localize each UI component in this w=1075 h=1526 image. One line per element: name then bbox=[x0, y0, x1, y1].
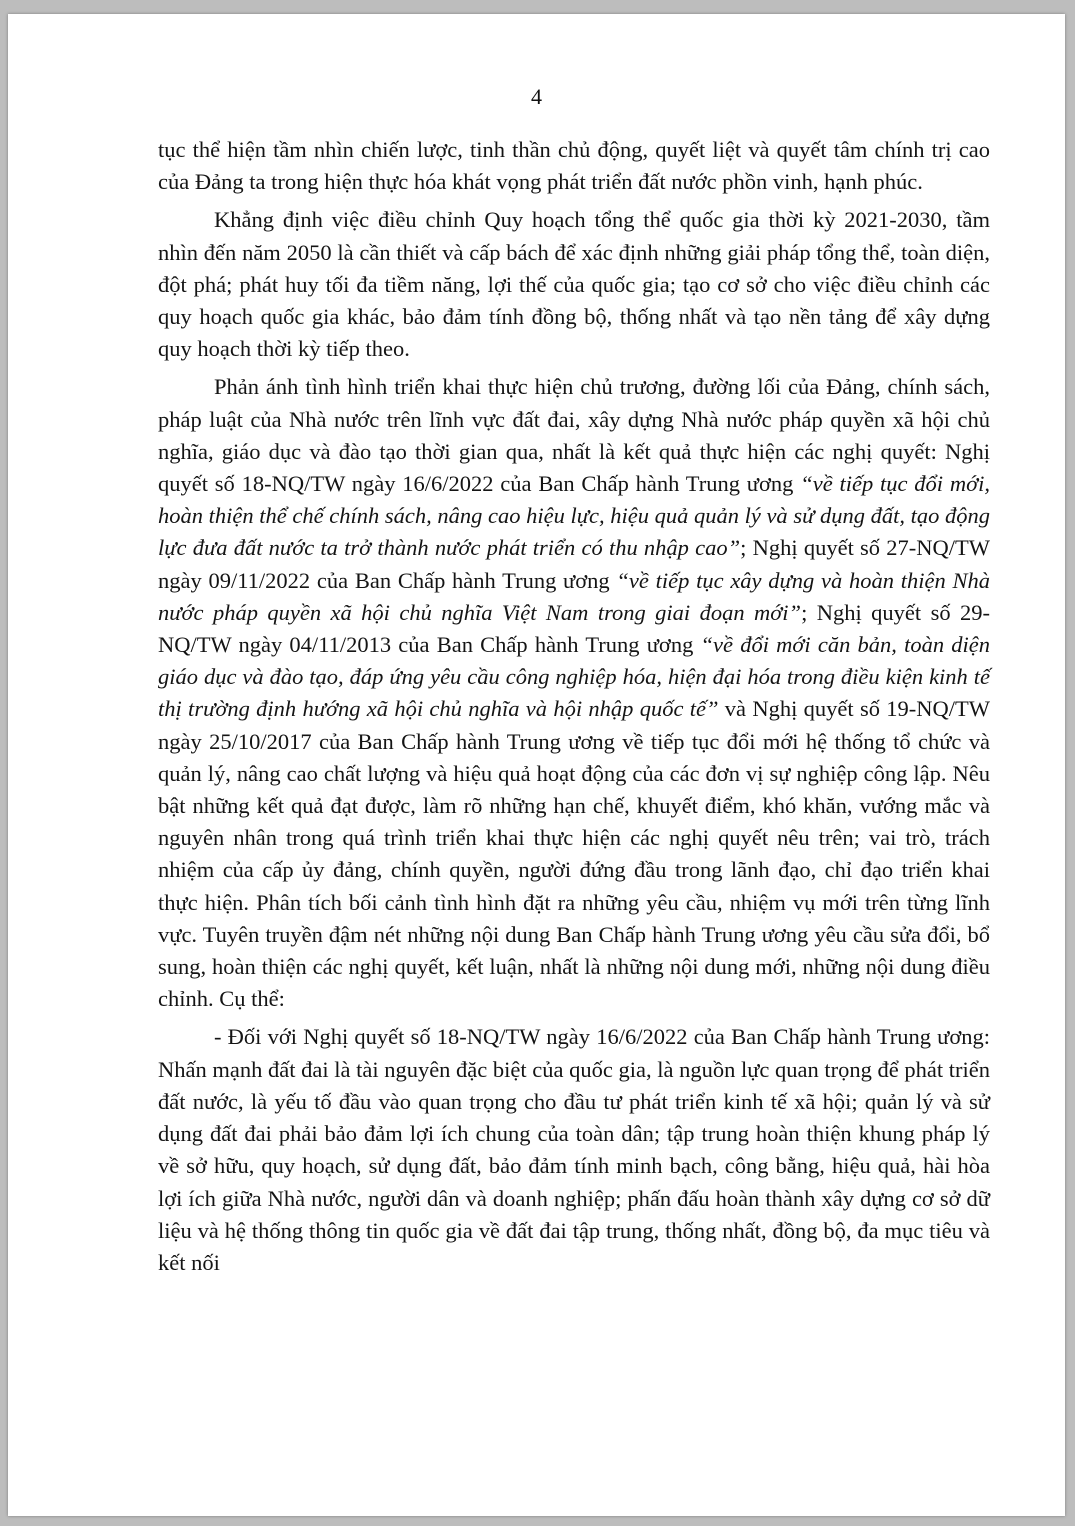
paragraph-3-text-4: và Nghị quyết số 19-NQ/TW ngày 25/10/2017 của Ban Chấp hành Trung ương về tiếp tục đổi mới hệ thống tổ chức và quản lý, nâng cao chất lượng và hiệu quả hoạt động của các đơn vị sự nghiệp công lập. Nêu bật những kết quả đạt được, làm rõ những hạn chế, khuyết điểm, khó khăn, vướng mắc và nguyên nhân trong quá trình triển khai thực hiện các nghị quyết nêu trên; vai trò, trách nhiệm của cấp ủy đảng, chính quyền, người đứng đầu trong lãnh đạo, chỉ đạo triển khai thực hiện. Phân tích bối cảnh tình hình đặt ra những yêu cầu, nhiệm vụ mới trên từng lĩnh vực. Tuyên truyền đậm nét những nội dung Ban Chấp hành Trung ương yêu cầu sửa đổi, bổ sung, hoàn thiện các nghị quyết, kết luận, nhất là những nội dung mới, những nội dung điều chỉnh. Cụ thể: bbox=[158, 696, 991, 1012]
paragraph-3-text-1: Phản ánh tình hình triển khai thực hiện chủ trương, đường lối của Đảng, chính sách, pháp luật của Nhà nước trên lĩnh vực đất đai, xây dựng Nhà nước pháp quyền xã hội chủ nghĩa, giáo dục và đào tạo thời gian qua, nhất là kết quả thực hiện các nghị quyết: Nghị quyết số 18-NQ/TW ngày 16/6/2022 của Ban Chấp hành Trung ương bbox=[158, 374, 990, 497]
document-page bbox=[8, 14, 1065, 1516]
paragraph-3-quote-3: “về đổi mới căn bản, toàn diện giáo dục và đào tạo, đáp ứng yêu cầu công nghiệp hóa, hiện đại hóa trong điều kiện kinh tế thị trường định hướng xã hội chủ nghĩa và hội nhập quốc tế” bbox=[158, 632, 990, 722]
paragraph-3 bbox=[158, 371, 990, 1015]
paragraph-1: tục thể hiện tầm nhìn chiến lược, tinh thần chủ động, quyết liệt và quyết tâm chính trị cao của Đảng ta trong hiện thực hóa khát vọng phát triển đất nước phồn vinh, hạnh phúc. bbox=[158, 137, 990, 195]
paragraph-2: Khẳng định việc điều chỉnh Quy hoạch tổng thể quốc gia thời kỳ 2021-2030, tầm nhìn đến năm 2050 là cần thiết và cấp bách để xác định những giải pháp tổng thể, toàn diện, đột phá; phát huy tối đa tiềm năng, lợi thế của quốc gia; tạo cơ sở cho việc điều chỉnh các quy hoạch quốc gia khác, bảo đảm tính đồng bộ, thống nhất và tạo nền tảng để xây dựng quy hoạch thời kỳ tiếp theo. bbox=[158, 207, 990, 362]
page-number: 4 bbox=[531, 84, 542, 109]
paragraph-3-quote-2: “về tiếp tục xây dựng và hoàn thiện Nhà nước pháp quyền xã hội chủ nghĩa Việt Nam trong giai đoạn mới” bbox=[158, 567, 990, 625]
document-body bbox=[158, 134, 990, 1285]
paragraph-4: - Đối với Nghị quyết số 18-NQ/TW ngày 16/6/2022 của Ban Chấp hành Trung ương: Nhấn mạnh đất đai là tài nguyên đặc biệt của quốc gia, là nguồn lực quan trọng để phát triển đất nước, là yếu tố đầu vào quan trọng cho đầu tư phát triển kinh tế xã hội; quản lý và sử dụng đất đai phải bảo đảm lợi ích chung của toàn dân; tập trung hoàn thiện khung pháp lý về sở hữu, quy hoạch, sử dụng đất, bảo đảm tính minh bạch, công bằng, hiệu quả, hài hòa lợi ích giữa Nhà nước, người dân và doanh nghiệp; phấn đấu hoàn thành xây dựng cơ sở dữ liệu và hệ thống thông tin quốc gia về đất đai tập trung, thống nhất, đồng bộ, đa mục tiêu và kết nối bbox=[158, 1024, 990, 1275]
paragraph-3-text-3: ; Nghị quyết số 29-NQ/TW ngày 04/11/2013 của Ban Chấp hành Trung ương bbox=[158, 599, 990, 658]
paragraph-3-quote-1: “về tiếp tục đổi mới, hoàn thiện thể chế chính sách, nâng cao hiệu lực, hiệu quả quản lý và sử dụng đất, tạo động lực đưa đất nước ta trở thành nước phát triển có thu nhập cao” bbox=[158, 471, 990, 561]
paragraph-3-text-2: ; Nghị quyết số 27-NQ/TW ngày 09/11/2022 của Ban Chấp hành Trung ương bbox=[158, 535, 990, 593]
